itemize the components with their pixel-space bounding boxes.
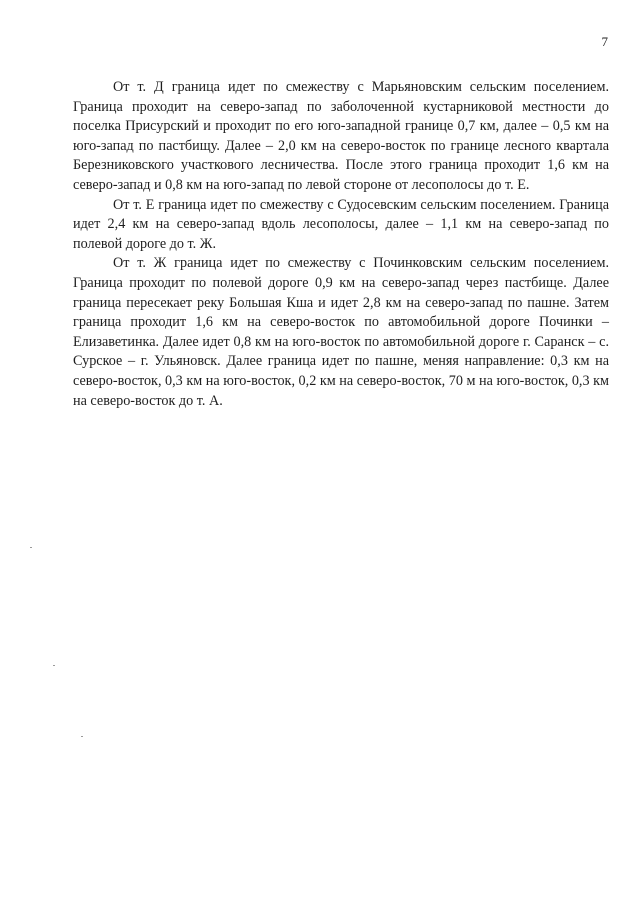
scan-speck [53,665,55,666]
scan-speck [30,547,32,548]
paragraph-point-e: От т. Е граница идет по смежеству с Судосевским сельским поселением. Граница идет 2,4 км на северо-запад вдоль лесополосы, далее – 1,1 км на северо-запад по полевой дороге до т. Ж. [73,196,609,252]
paragraph-point-d: От т. Д граница идет по смежеству с Марьяновским сельским поселением. Граница проходит на северо-запад по заболоченной кустарниковой местности до поселка Присурский и проходит по его юго-западной границе 0,7 км, далее – 0,5 км на юго-запад по пастбищу. Далее – 2,0 км на северо-восток по границе лесного квартала Березниковского участкового лесничества. После этого граница проходит 1,6 км на северо-запад и 0,8 км на юго-запад по левой стороне от лесополосы до т. Е. [73,79,609,193]
document-body [73,78,609,411]
scan-speck [81,736,83,737]
page-number: 7 [601,34,608,49]
paragraph-point-zh: От т. Ж граница идет по смежеству с Починковским сельским поселением. Граница проходит по полевой дороге 0,9 км на северо-запад через пастбище. Далее граница пересекает реку Большая Кша и идет 2,8 км на северо-запад по пашне. Затем граница проходит 1,6 км на северо-восток по автомобильной дороге Починки – Елизаветинка. Далее идет 0,8 км на юго-восток по автомобильной дороге г. Саранск – с. Сурское – г. Ульяновск. Далее граница идет по пашне, меняя направление: 0,3 км на северо-восток, 0,3 км на юго-восток, 0,2 км на северо-восток, 70 м на юго-восток, 0,3 км на северо-восток до т. А. [73,255,609,409]
